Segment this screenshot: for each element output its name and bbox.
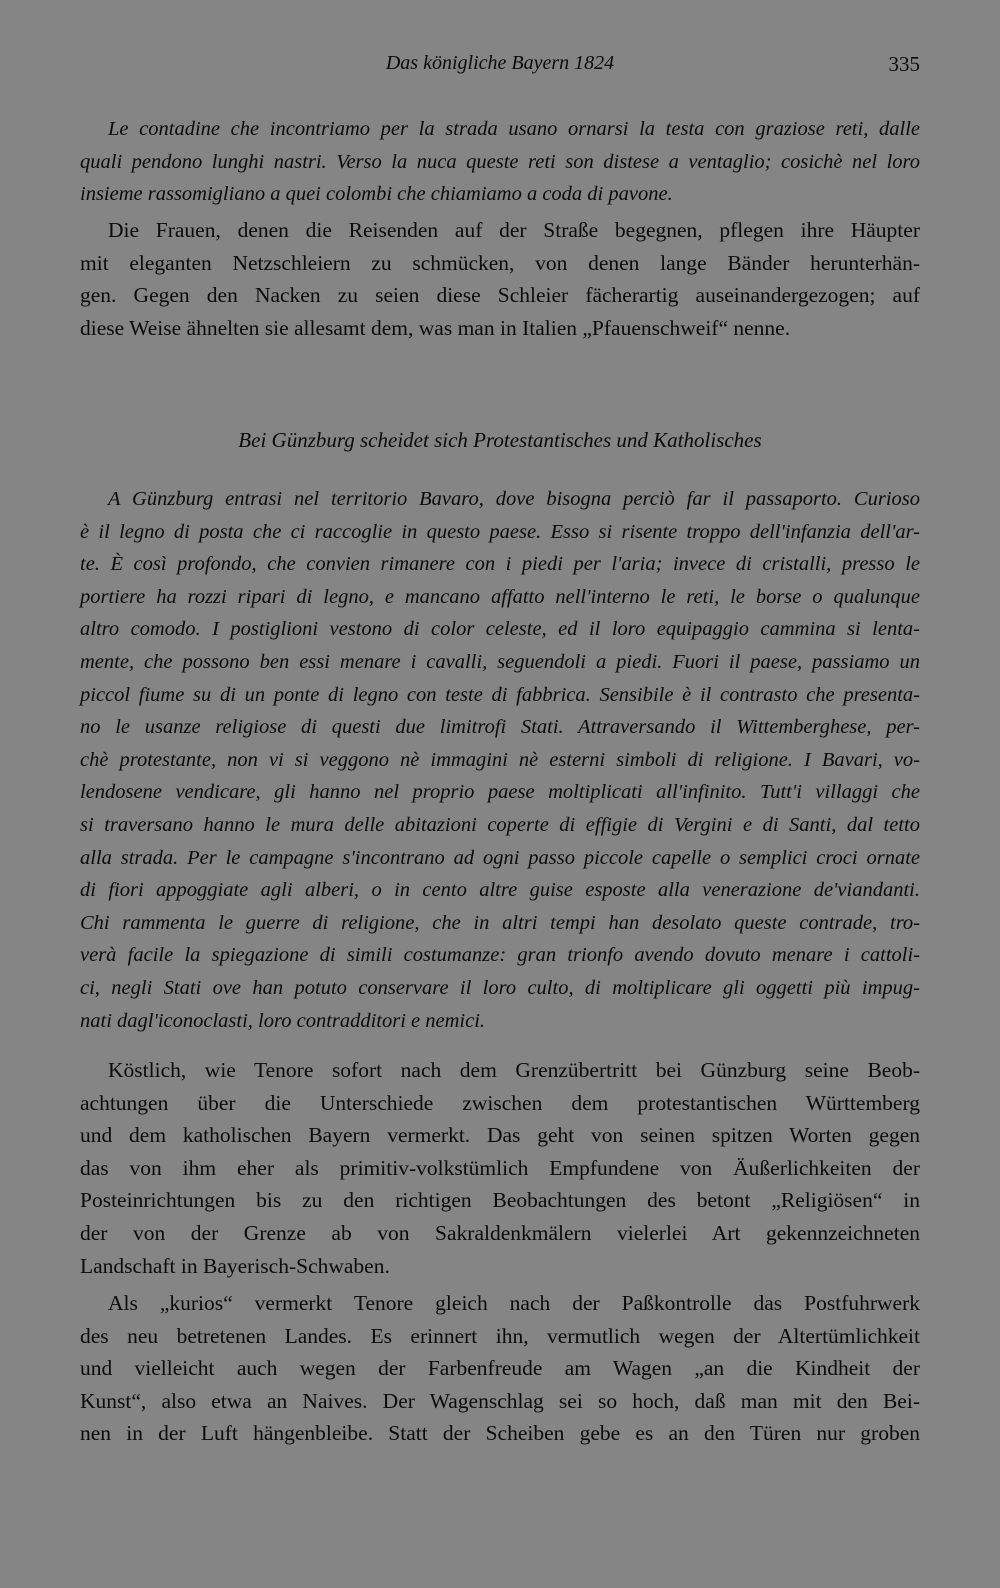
page-number: 335 bbox=[888, 52, 920, 76]
text-line: altro comodo. I postiglioni vestono di color celeste, ed il loro equipaggio cammina si lenta- bbox=[80, 618, 920, 641]
text-line: insieme rassomigliano a quei colombi che chiamiamo a coda di pavone. bbox=[80, 183, 673, 206]
text-line: Landschaft in Bayerisch-Schwaben. bbox=[80, 1253, 390, 1278]
text-line: mente, che possono ben essi menare i cavalli, seguendoli a piedi. Fuori il paese, passiamo un bbox=[80, 650, 920, 673]
text-line: Kunst“, also etwa an Naives. Der Wagenschlag sei so hoch, daß man mit den Bei- bbox=[80, 1388, 920, 1413]
text-line: Le contadine che incontriamo per la strada usano ornarsi la testa con graziose reti, dalle bbox=[108, 118, 920, 140]
text-line: diese Weise ähnelten sie allesamt dem, was man in Italien „Pfauenschweif“ nenne. bbox=[80, 315, 791, 340]
text-line: verà facile la spiegazione di simili costumanze: gran trionfo avendo dovuto menare i cattoli- bbox=[80, 944, 920, 967]
german-translation-1 bbox=[80, 214, 920, 344]
text-line: portiere ha rozzi ripari di legno, e mancano affatto nell'interno le reti, le borse o qualunque bbox=[80, 585, 920, 608]
running-title: Das königliche Bayern 1824 bbox=[385, 52, 615, 74]
text-line: mit eleganten Netzschleiern zu schmücken, von denen lange Bänder herunterhän- bbox=[80, 250, 920, 275]
text-line: Als „kurios“ vermerkt Tenore gleich nach der Paßkontrolle das Postfuhrwerk bbox=[108, 1291, 920, 1315]
text-line: si traversano hanno le mura delle abitazioni coperte di effigie di Vergini e di Santi, dal tetto bbox=[80, 813, 920, 836]
text-line: ci, negli Stati ove han potuto conservare il loro culto, di moltiplicare gli oggetti più impug- bbox=[80, 976, 920, 999]
italian-quote-2 bbox=[80, 483, 920, 1037]
text-line: nati dagl'iconoclasti, loro contradditori e nemici. bbox=[80, 1009, 486, 1032]
body-paragraph-2 bbox=[80, 1287, 920, 1450]
text-line: achtungen über die Unterschiede zwischen dem protestantischen Württemberg bbox=[80, 1090, 920, 1115]
text-line: des neu betretenen Landes. Es erinnert ihn, vermutlich wegen der Altertümlichkeit bbox=[80, 1323, 920, 1348]
text-line: piccol fiume su di un ponte di legno con teste di fabbrica. Sensibile è il contrasto che presenta- bbox=[80, 683, 920, 706]
text-line: der von der Grenze ab von Sakraldenkmälern vielerlei Art gekennzeichneten bbox=[80, 1220, 920, 1245]
text-line: te. È così profondo, che convien rimanere con i piedi per l'aria; invece di cristalli, presso le bbox=[80, 553, 920, 576]
text-line: è il legno di posta che ci raccoglie in questo paese. Esso si risente troppo dell'infanzia dell'ar- bbox=[80, 520, 920, 543]
text-line: Posteinrichtungen bis zu den richtigen Beobachtungen des betont „Religiösen“ in bbox=[80, 1188, 920, 1213]
text-line: quali pendono lunghi nastri. Verso la nuca queste reti son distese a ventaglio; cosichè nel loro bbox=[80, 150, 920, 173]
section-heading: Bei Günzburg scheidet sich Protestantisches und Katholisches bbox=[238, 428, 762, 452]
text-line: Köstlich, wie Tenore sofort nach dem Grenzübertritt bei Günzburg seine Beob- bbox=[108, 1058, 920, 1082]
text-line: nen in der Luft hängenbleibe. Statt der Scheiben gebe es an den Türen nur groben bbox=[80, 1421, 920, 1446]
text-line: das von ihm eher als primitiv-volkstümlich Empfundene von Äußerlichkeiten der bbox=[80, 1155, 920, 1180]
text-line: lendosene vendicare, gli hanno nel proprio paese moltiplicati all'infinito. Tutt'i villaggi che bbox=[80, 781, 920, 804]
text-line: Die Frauen, denen die Reisenden auf der Straße begegnen, pflegen ihre Häupter bbox=[108, 218, 920, 242]
text-line: di fiori appoggiate agli alberi, o in cento altre guise esposte alla venerazione de'viandanti. bbox=[80, 879, 920, 902]
body-paragraph-1 bbox=[80, 1054, 920, 1282]
page-header bbox=[80, 50, 920, 86]
text-line: und dem katholischen Bayern vermerkt. Das geht von seinen spitzen Worten gegen bbox=[80, 1123, 920, 1148]
text-line: chè protestante, non vi si veggono nè immagini nè esterni simboli di religione. I Bavari, vo- bbox=[80, 748, 920, 771]
text-line: gen. Gegen den Nacken zu seien diese Schleier fächerartig auseinandergezogen; auf bbox=[80, 283, 920, 308]
text-line: A Günzburg entrasi nel territorio Bavaro, dove bisogna perciò far il passaporto. Curioso bbox=[108, 488, 920, 510]
text-line: Chi rammenta le guerre di religione, che in altri tempi han desolato queste contrade, tro- bbox=[80, 911, 920, 934]
text-line: no le usanze religiose di questi due limitrofi Stati. Attraversando il Wittemberghese, per- bbox=[80, 716, 920, 739]
text-line: alla strada. Per le campagne s'incontrano ad ogni passo piccole capelle o semplici croci ornate bbox=[80, 846, 920, 869]
italian-quote-1 bbox=[80, 113, 920, 211]
text-line: und vielleicht auch wegen der Farbenfreude am Wagen „an die Kindheit der bbox=[80, 1356, 920, 1381]
